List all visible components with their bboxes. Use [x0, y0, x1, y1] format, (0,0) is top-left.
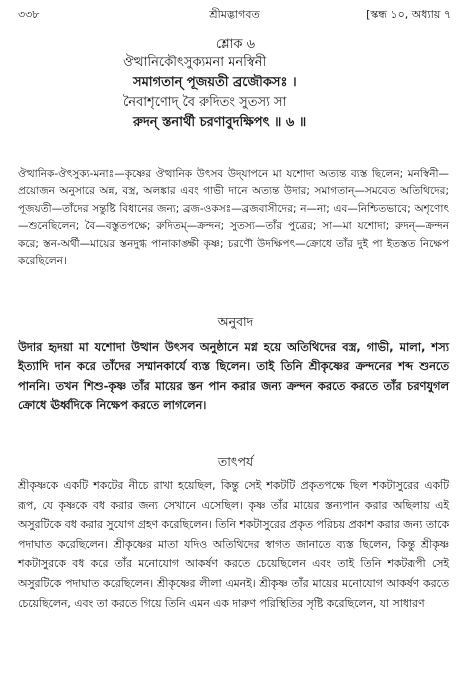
chapter-reference: [স্কন্ধ ১০, অধ্যায় ৭ [366, 8, 451, 21]
purport [18, 476, 449, 613]
purport-text: শ্রীকৃষ্ণকে একটি শকটের নীচে রাখা হয়েছিল, কিন্তু সেই শকটটি প্রকৃতপক্ষে ছিল শকটাসুরের একটি রূপ, যে কৃষ্ণকে বধ করার জন্য সেখানে এসেছিল। কৃষ্ণ তাঁর মায়ের স্তন্যপান করার অছিলায় এই অসুরটিকে বধ করার সুযোগ গ্রহণ করেছিলেন। তিনি শকটাসুরের প্রকৃত পরিচয় প্রকাশ করার জন্য তাকে পদাঘাত করেছিলেন। শ্রীকৃষ্ণের মাতা যদিও অতিথিদের স্বাগত জানাতে ব্যস্ত ছিলেন, কিন্তু শ্রীকৃষ্ণ শকটাসুরকে বধ করে তাঁর মনোযোগ আকর্ষণ করতে চেয়েছিলেন এবং তাই তিনি শকটরূপী সেই অসুরটিকে পদাঘাত করেছিলেন। শ্রীকৃষ্ণের লীলা এমনই। শ্রীকৃষ্ণ তাঁর মায়ের মনোযোগ আকর্ষণ করতে চেয়েছিলেন, এবং তা করতে গিয়ে তিনি এমন এক দারুণ পরিস্থিতির সৃষ্টি করেছিলেন, যা সাধারণ [18, 479, 449, 610]
translation [18, 338, 449, 416]
book-title: শ্রীমদ্ভাগবত [209, 8, 260, 21]
verse-label: শ্লোক ৬ [215, 37, 256, 52]
purport-title: তাৎপর্য [217, 454, 254, 469]
synonyms [18, 166, 449, 270]
verse-line-4: রুদন্‌ স্তনার্থী চরণাবুদক্ষিপৎ ॥ ৬ ॥ [133, 115, 307, 130]
running-header [18, 6, 451, 24]
verse-line-1: ঔত্থানিকৌৎসুক্যমনা মনস্বিনী [123, 55, 267, 70]
verse-line-2: সমাগতান্‌ পূজয়তী ব্রজৌকসঃ । [133, 75, 297, 90]
translation-text: উদার হৃদয়া মা যশোদা উত্থান উৎসব অনুষ্ঠানে মগ্ন হয়ে অতিথিদের বস্ত্র, গাভী, মালা, শস্য ইত্যাদি দান করে তাঁদের সম্মানকার্যে ব্যস্ত ছিলেন। তাই তিনি শ্রীকৃষ্ণের ক্রন্দনের শব্দ শুনতে পাননি। তখন শিশু-কৃষ্ণ তাঁর মায়ের স্তন পান করার জন্য ক্রন্দন করতে করতে তাঁর চরণযুগল ক্রোধে ঊর্ধ্বদিকে নিক্ষেপ করতে লাগলেন। [18, 340, 449, 413]
translation-title: অনুবাদ [217, 314, 254, 329]
page-number: ৩৩৮ [18, 8, 40, 21]
synonyms-text: ঔত্থানিক-ঔৎসুক্য-মনাঃ—কৃষ্ণের ঔত্থানিক উৎসব উদ্‌যাপনে মা যশোদা অত্যন্ত ব্যস্ত ছিলেন; মনস্বিনী—প্রয়োজন অনুসারে অন্ন, বস্ত্র, অলঙ্কার এবং গাভী দানে অত্যন্ত উদার; সমাগতান্‌—সমবেত অতিথিদের; পূজয়তী—তাঁদের সন্তুষ্টি বিধানের জন্য; ব্রজ-ওকসঃ—ব্রজবাসীদের; ন—না; এব—নিশ্চিতভাবে; অশৃণোৎ—শুনেছিলেন; বৈ—বস্তুতপক্ষে; রুদিতম্‌—ক্রন্দন; সুতস্য—তাঁর পুত্রের; সা—মা যশোদা; রুদন্‌—ক্রন্দন করে; স্তন-অর্থী—মায়ের স্তনদুগ্ধ পানাকাঙ্ক্ষী কৃষ্ণ; চরণৌ উদক্ষিপৎ—ক্রোধে তাঁর দুই পা ইতস্তত নিক্ষেপ করেছিলেন। [18, 168, 449, 268]
verse-line-3: নৈবাশৃণোদ্‌ বৈ রুদিতং সুতস্য সা [123, 95, 287, 110]
